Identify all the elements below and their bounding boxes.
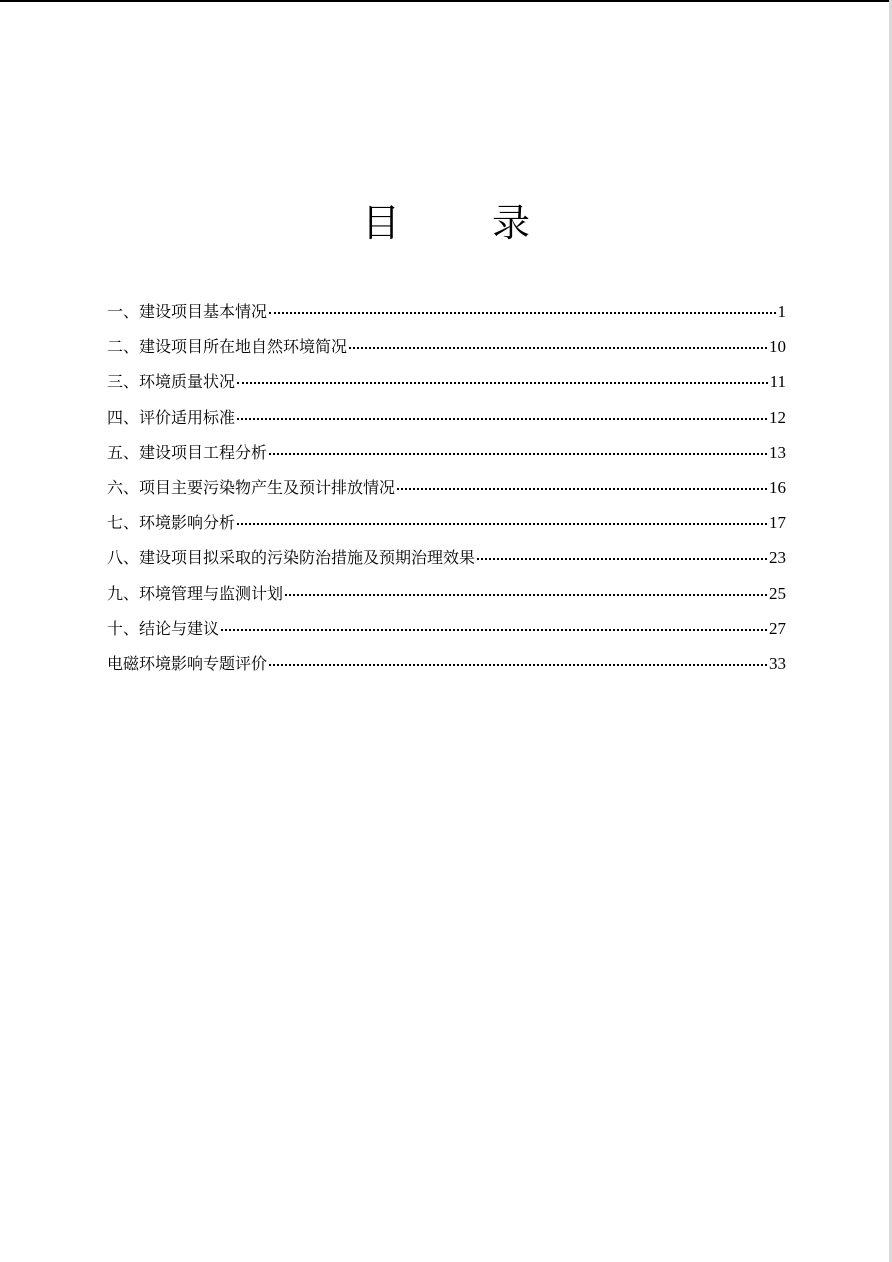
toc-dot-leader bbox=[285, 594, 767, 596]
toc-entry-page: 27 bbox=[769, 618, 786, 638]
toc-entry-label: 八、建设项目拟采取的污染防治措施及预期治理效果 bbox=[107, 548, 476, 568]
toc-entry-page: 10 bbox=[769, 337, 786, 357]
toc-entry-page: 11 bbox=[769, 372, 786, 392]
toc-entry-label: 三、环境质量状况 bbox=[107, 372, 236, 392]
toc-dot-leader bbox=[269, 453, 767, 455]
toc-dot-leader bbox=[237, 382, 768, 384]
toc-title: 目 录 bbox=[361, 201, 571, 245]
toc-entry-page: 33 bbox=[769, 653, 786, 673]
toc-entry-page: 17 bbox=[769, 513, 786, 533]
toc-entry-label: 四、评价适用标准 bbox=[107, 407, 236, 427]
toc-entry[interactable] bbox=[107, 403, 786, 438]
toc-entry-label: 九、环境管理与监测计划 bbox=[107, 583, 284, 603]
toc-entry[interactable] bbox=[107, 438, 786, 473]
toc-entry-page: 12 bbox=[769, 407, 786, 427]
toc-entry-page: 25 bbox=[769, 583, 786, 603]
toc-dot-leader bbox=[397, 488, 767, 490]
toc-entry[interactable] bbox=[107, 367, 786, 402]
toc-entry-label: 电磁环境影响专题评价 bbox=[107, 653, 268, 673]
toc-entry-page: 13 bbox=[769, 442, 786, 462]
toc-entry-label: 七、环境影响分析 bbox=[107, 513, 236, 533]
page-top-border bbox=[0, 0, 892, 2]
toc-entry[interactable] bbox=[107, 297, 786, 332]
toc-entry-label: 五、建设项目工程分析 bbox=[107, 442, 268, 462]
toc-entry-page: 16 bbox=[769, 477, 786, 497]
toc-entry[interactable] bbox=[107, 332, 786, 367]
toc-dot-leader bbox=[349, 347, 767, 349]
toc-entry[interactable] bbox=[107, 508, 786, 543]
toc-entry-label: 二、建设项目所在地自然环境简况 bbox=[107, 337, 348, 357]
toc-entry-page: 23 bbox=[769, 548, 786, 568]
toc-dot-leader bbox=[221, 629, 767, 631]
toc-entry[interactable] bbox=[107, 543, 786, 578]
toc-entry-label: 十、结论与建议 bbox=[107, 618, 220, 638]
toc-entry[interactable] bbox=[107, 579, 786, 614]
toc-entry[interactable] bbox=[107, 649, 786, 684]
toc-entry-page: 1 bbox=[777, 302, 786, 321]
toc-entry[interactable] bbox=[107, 614, 786, 649]
toc-dot-leader bbox=[269, 312, 775, 314]
toc-entry[interactable] bbox=[107, 473, 786, 508]
toc-entry-label: 六、项目主要污染物产生及预计排放情况 bbox=[107, 477, 396, 497]
table-of-contents bbox=[107, 297, 786, 684]
toc-dot-leader bbox=[237, 418, 767, 420]
toc-dot-leader bbox=[237, 523, 767, 525]
toc-dot-leader bbox=[477, 558, 767, 560]
toc-dot-leader bbox=[269, 664, 767, 666]
toc-entry-label: 一、建设项目基本情况 bbox=[107, 302, 268, 321]
